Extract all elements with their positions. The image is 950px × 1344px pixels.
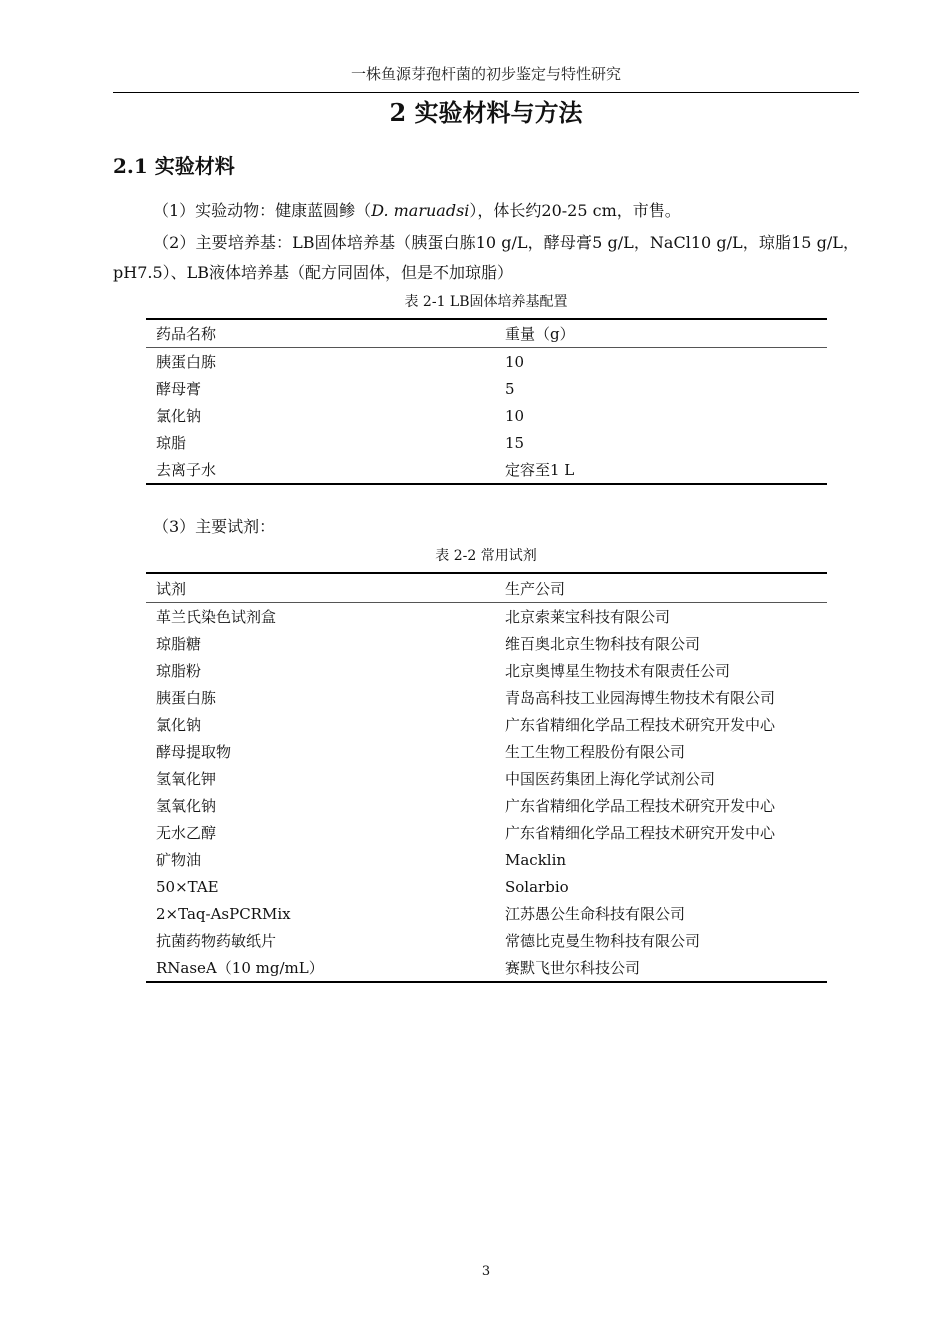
p1-text-start: （1）实验动物：健康蓝圆鲹（	[153, 201, 372, 220]
table-reagents	[146, 572, 827, 983]
table-cell: 酵母提取物	[156, 743, 232, 761]
table-cell: 定容至1 L	[505, 461, 575, 479]
table-row	[146, 738, 827, 765]
table-row	[146, 429, 827, 456]
table-header-row	[146, 573, 827, 603]
table-cell: 维百奥北京生物科技有限公司	[505, 635, 701, 653]
table-header-cell: 试剂	[156, 579, 187, 598]
table-cell: 江苏愚公生命科技有限公司	[505, 905, 686, 923]
table-row	[146, 819, 827, 846]
paragraph-experimental-animal	[113, 196, 859, 226]
table-cell: 中国医药集团上海化学试剂公司	[505, 770, 716, 788]
table-cell: 广东省精细化学品工程技术研究开发中心	[505, 797, 776, 815]
table-header-cell: 生产公司	[505, 579, 566, 598]
table-row	[146, 456, 827, 484]
table-cell: 10	[505, 352, 525, 371]
table-cell: 氯化钠	[156, 407, 202, 425]
table2-caption: 表 2-2 常用试剂	[435, 548, 537, 564]
table-cell: 50×TAE	[156, 877, 219, 896]
table-row	[146, 684, 827, 711]
table-cell: 北京奥博星生物技术有限责任公司	[505, 662, 731, 680]
table-header-row	[146, 319, 827, 348]
chapter-title: 2 实验材料与方法	[389, 98, 583, 127]
table-cell: 青岛高科技工业园海博生物技术有限公司	[505, 689, 776, 707]
table-cell: 琼脂粉	[156, 662, 202, 680]
table-row	[146, 348, 827, 376]
table-row	[146, 402, 827, 429]
table-cell: 氢氧化钠	[156, 797, 217, 815]
section-title: 2.1 实验材料	[113, 154, 235, 178]
table-cell: 去离子水	[156, 461, 217, 479]
table-row	[146, 873, 827, 900]
table-cell: 常德比克曼生物科技有限公司	[505, 932, 701, 950]
table-row	[146, 765, 827, 792]
table-row	[146, 711, 827, 738]
header-rule	[113, 92, 859, 93]
table-cell: Solarbio	[505, 877, 569, 896]
table-row	[146, 375, 827, 402]
table-cell: 氯化钠	[156, 716, 202, 734]
table-cell: 5	[505, 379, 515, 398]
table-header-cell: 重量（g）	[505, 325, 575, 343]
table-row	[146, 603, 827, 631]
table-cell: 2×Taq-AsPCRMix	[156, 904, 291, 923]
paragraph-culture-medium: （2）主要培养基：LB固体培养基（胰蛋白胨10 g/L，酵母膏5 g/L，NaCl10 g/L，琼脂15 g/L，pH7.5）、LB液体培养基（配方同固体，但是不加琼脂）	[113, 233, 859, 282]
table-row	[146, 846, 827, 873]
table-lb-medium	[146, 318, 827, 485]
table-row	[146, 954, 827, 982]
table-cell: 胰蛋白胨	[156, 689, 217, 707]
table-cell: 胰蛋白胨	[156, 353, 217, 371]
table-cell: RNaseA（10 mg/mL）	[156, 959, 324, 977]
table-cell: 广东省精细化学品工程技术研究开发中心	[505, 824, 776, 842]
table1-caption: 表 2-1 LB固体培养基配置	[404, 294, 568, 310]
table-cell: 赛默飞世尔科技公司	[505, 959, 641, 977]
table-row	[146, 792, 827, 819]
table-cell: 15	[505, 433, 525, 452]
table-cell: 矿物油	[156, 851, 202, 869]
table-cell: 抗菌药物药敏纸片	[156, 932, 277, 950]
table-cell: 无水乙醇	[156, 824, 217, 842]
table-cell: 革兰氏染色试剂盒	[156, 608, 277, 626]
table-cell: 北京索莱宝科技有限公司	[505, 608, 671, 626]
table-row	[146, 927, 827, 954]
table-row	[146, 630, 827, 657]
table-header-cell: 药品名称	[156, 325, 217, 343]
species-name: D. maruadsi	[371, 201, 470, 220]
running-header: 一株鱼源芽孢杆菌的初步鉴定与特性研究	[350, 65, 621, 83]
table-cell: 10	[505, 406, 525, 425]
table-cell: Macklin	[505, 850, 567, 869]
page-number: 3	[481, 1264, 491, 1279]
table-cell: 生工生物工程股份有限公司	[505, 743, 686, 761]
table-cell: 氢氧化钾	[156, 770, 217, 788]
table-row	[146, 657, 827, 684]
table-cell: 琼脂	[156, 434, 187, 452]
table-cell: 酵母膏	[156, 380, 202, 398]
table-row	[146, 900, 827, 927]
table-cell: 琼脂糖	[156, 635, 202, 653]
paragraph-reagents: （3）主要试剂：	[153, 517, 276, 536]
p1-text-end: ），体长约20-25 cm，市售。	[469, 201, 681, 220]
table-cell: 广东省精细化学品工程技术研究开发中心	[505, 716, 776, 734]
